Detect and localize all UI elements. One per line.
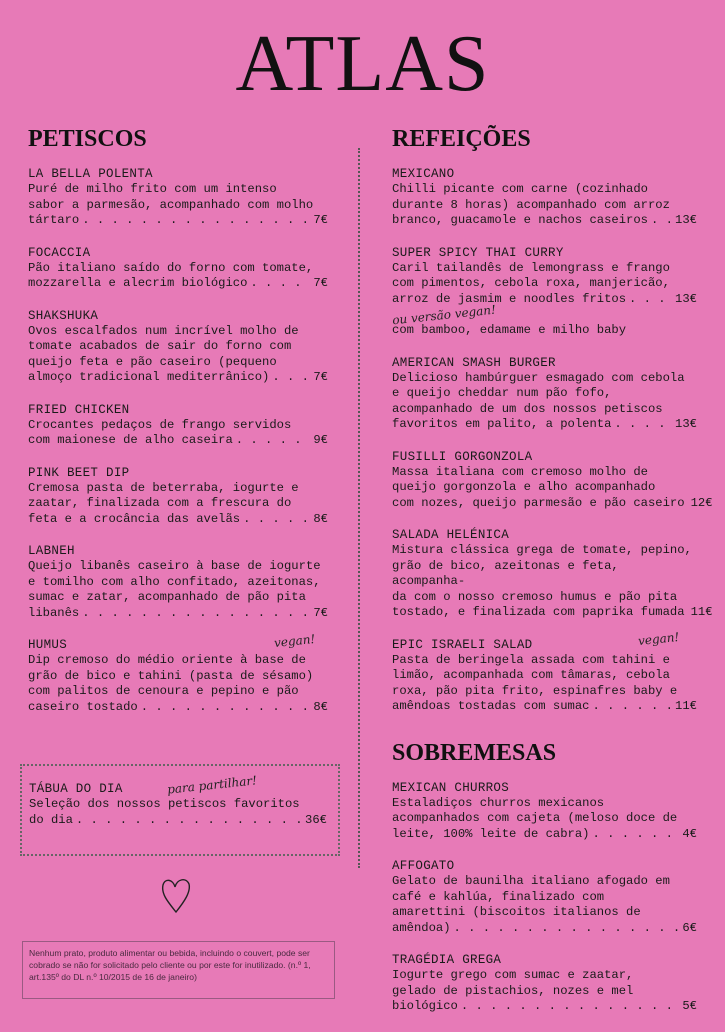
item-price: 11€ <box>690 605 713 619</box>
item-desc-line: Chilli picante com carne (cozinhado <box>392 182 648 196</box>
item-name: LA BELLA POLENTA <box>28 167 153 181</box>
item-desc-line: Iogurte grego com sumac e zaatar, <box>392 968 634 982</box>
item-desc-line: Crocantes pedaços de frango servidos <box>28 417 292 432</box>
item-desc-line: tártaro <box>28 213 80 227</box>
menu-item <box>28 631 328 715</box>
item-desc-line: café e kahlúa, finalizado com <box>392 889 605 904</box>
item-price: 8€ <box>313 511 328 526</box>
item-price: 8€ <box>313 699 328 714</box>
item-desc-line: com maionese de alho caseira <box>28 433 233 447</box>
item-name: PINK BEET DIP <box>28 465 130 480</box>
item-name: AFFOGATO <box>392 859 455 873</box>
menu-item <box>392 356 697 433</box>
item-desc-line: Massa italiana com cremoso molho de <box>392 464 648 479</box>
item-desc-line: feta e a crocância das avelãs <box>28 511 241 526</box>
share-note: para partilhar! <box>166 773 258 797</box>
item-desc-line: leite, 100% leite de cabra) <box>392 826 590 841</box>
item-desc-line: Cremosa pasta de beterraba, iogurte e <box>28 480 299 495</box>
item-desc-line: grão de bico, azeitonas e feta, acompanha- <box>392 558 619 588</box>
sobremesas-heading: SOBREMESAS <box>392 739 557 766</box>
item-name: HUMUS <box>28 638 68 652</box>
item-desc-line: Dip cremoso do médio oriente à base de <box>28 653 306 667</box>
item-desc-line: Queijo libanês caseiro à base de iogurte <box>28 559 321 573</box>
item-price: 13€ <box>675 213 697 227</box>
item-desc-line: arroz de jasmim e noodles fritos <box>392 291 627 306</box>
item-desc-line: tostado, e finalizada com paprika fumada <box>392 605 685 619</box>
item-desc-line: gelado de pistachios, nozes e mel <box>392 983 634 998</box>
item-desc-line: tomate acabados de sair do forno com <box>28 339 292 353</box>
item-desc-line: Caril tailandês de lemongrass e frango <box>392 260 670 275</box>
item-name: TRAGÉDIA GREGA <box>392 953 502 967</box>
item-desc-line: limão, acompanhada com tâmaras, cebola <box>392 668 670 682</box>
refeicoes-column <box>391 125 713 1032</box>
item-name: FUSILLI GORGONZOLA <box>392 449 533 464</box>
tabua-box <box>20 764 340 856</box>
item-name: LABNEH <box>28 544 75 558</box>
vegan-version-note: ou versão vegan! <box>391 302 497 328</box>
item-name: MEXICAN CHURROS <box>392 780 510 795</box>
petiscos-heading: PETISCOS <box>28 126 147 152</box>
heart-icon <box>160 876 192 916</box>
item-desc-line: sumac e zatar, acompanhado de pão pita <box>28 590 306 604</box>
item-desc-line: Delicioso hambúrguer esmagado com cebola <box>392 370 685 385</box>
item-desc-line: com nozes, queijo parmesão e pão caseiro <box>392 495 685 510</box>
item-desc-line: mozzarella e alecrim biológico <box>28 276 248 290</box>
item-desc-line: amarettini (biscoitos italianos de <box>392 905 641 919</box>
column-divider <box>358 148 360 868</box>
item-name: EPIC ISRAELI SALAD <box>392 637 533 652</box>
menu-item <box>392 953 697 1015</box>
item-price: 4€ <box>682 826 697 841</box>
item-desc-line: branco, guacamole e nachos caseiros <box>392 213 648 227</box>
item-desc-line: zaatar, finalizada com a frescura do <box>28 496 292 510</box>
item-desc-line: com pimentos, cebola roxa, manjericão, <box>392 276 670 290</box>
item-desc-line: almoço tradicional mediterrânico) <box>28 370 270 384</box>
item-price: 11€ <box>675 699 697 713</box>
item-desc-line: Seleção dos nossos petiscos favoritos <box>29 797 300 811</box>
item-name: SUPER SPICY THAI CURRY <box>392 245 564 260</box>
item-desc-line: sabor a parmesão, acompanhado com molho <box>28 197 314 212</box>
item-desc-line: amêndoa) <box>392 920 451 935</box>
menu-item <box>28 167 328 229</box>
menu-item <box>28 309 328 386</box>
menu-item <box>392 781 697 843</box>
item-desc-line: Estaladiços churros mexicanos <box>392 795 605 810</box>
item-desc-line: Pão italiano saído do forno com tomate, <box>28 260 314 275</box>
item-price: 7€ <box>313 605 328 620</box>
legal-notice: Nenhum prato, produto alimentar ou bebida, incluindo o couvert, pode ser cobrado se não for solicitado pelo cliente ou por este for inutilizado. (n.º 1, art.135º do DL n.º 10/2015 de 16 de janeiro) <box>22 941 335 999</box>
item-desc-line: Ovos escalfados num incrível molho de <box>28 323 299 338</box>
menu-item <box>28 544 328 621</box>
item-desc-line: Pasta de beringela assada com tahini e <box>392 652 670 667</box>
item-desc-line: queijo gorgonzola e alho acompanhado <box>392 480 656 494</box>
menu-item <box>28 403 328 449</box>
item-name: SALADA HELÉNICA <box>392 528 510 542</box>
item-price: 5€ <box>682 999 697 1013</box>
item-price: 36€ <box>305 812 327 827</box>
item-desc-line: favoritos em palito, a polenta <box>392 417 612 431</box>
item-price: 13€ <box>675 417 697 431</box>
item-desc-line: Puré de milho frito com um intenso <box>28 182 277 196</box>
item-desc-line: grão de bico e tahini (pasta de sésamo) <box>28 668 314 683</box>
item-name: AMERICAN SMASH BURGER <box>392 355 556 370</box>
item-desc-line: queijo feta e pão caseiro (pequeno <box>28 354 277 369</box>
item-price: 6€ <box>682 920 697 935</box>
menu-item <box>392 246 697 339</box>
item-name: MEXICANO <box>392 167 455 181</box>
refeicoes-heading: REFEIÇÕES <box>392 126 531 152</box>
item-desc-line: com palitos de cenoura e pepino e pão <box>28 684 299 698</box>
item-price: 12€ <box>690 495 713 510</box>
menu-item <box>28 246 328 292</box>
item-desc-line: da com o nosso cremoso humus e pão pita <box>392 589 678 604</box>
item-extra-line: com bamboo, edamame e milho baby <box>392 323 627 337</box>
item-desc-line: e queijo cheddar num pão fofo, <box>392 386 612 400</box>
item-desc-line: biológico <box>392 999 458 1013</box>
menu-item <box>392 449 713 512</box>
menu-item <box>28 466 328 528</box>
item-name: FOCACCIA <box>28 245 91 260</box>
item-price: 9€ <box>313 433 328 447</box>
item-name: SHAKSHUKA <box>28 308 99 323</box>
item-desc-line: do dia <box>29 812 73 827</box>
item-desc-line: libanês <box>28 605 80 620</box>
item-price: 13€ <box>675 291 697 306</box>
item-price: 7€ <box>313 370 328 384</box>
item-price: 7€ <box>313 213 328 227</box>
vegan-note: vegan! <box>637 629 680 648</box>
petiscos-column <box>28 125 328 732</box>
item-price: 7€ <box>313 276 328 290</box>
item-desc-line: Gelato de baunilha italiano afogado em <box>392 874 670 888</box>
menu-item <box>392 859 697 936</box>
item-desc-line: e tomilho com alho confitado, azeitonas, <box>28 574 321 589</box>
item-desc-line: amêndoas tostadas com sumac <box>392 699 590 713</box>
restaurant-title: ATLAS <box>235 20 490 108</box>
menu-item <box>392 528 713 621</box>
item-desc-line: acompanhado de um dos nossos petiscos <box>392 401 663 416</box>
menu-item <box>392 167 697 229</box>
item-name: FRIED CHICKEN <box>28 402 130 417</box>
item-desc-line: Mistura clássica grega de tomate, pepino, <box>392 543 692 557</box>
menu-item <box>392 629 697 715</box>
item-desc-line: caseiro tostado <box>28 699 138 714</box>
item-desc-line: roxa, pão pita frito, espinafres baby e <box>392 683 678 698</box>
vegan-note: vegan! <box>273 631 316 651</box>
item-desc-line: durante 8 horas) acompanhado com arroz <box>392 197 670 212</box>
item-name: TÁBUA DO DIA <box>29 782 123 796</box>
item-desc-line: acompanhados com cajeta (meloso doce de <box>392 811 678 825</box>
